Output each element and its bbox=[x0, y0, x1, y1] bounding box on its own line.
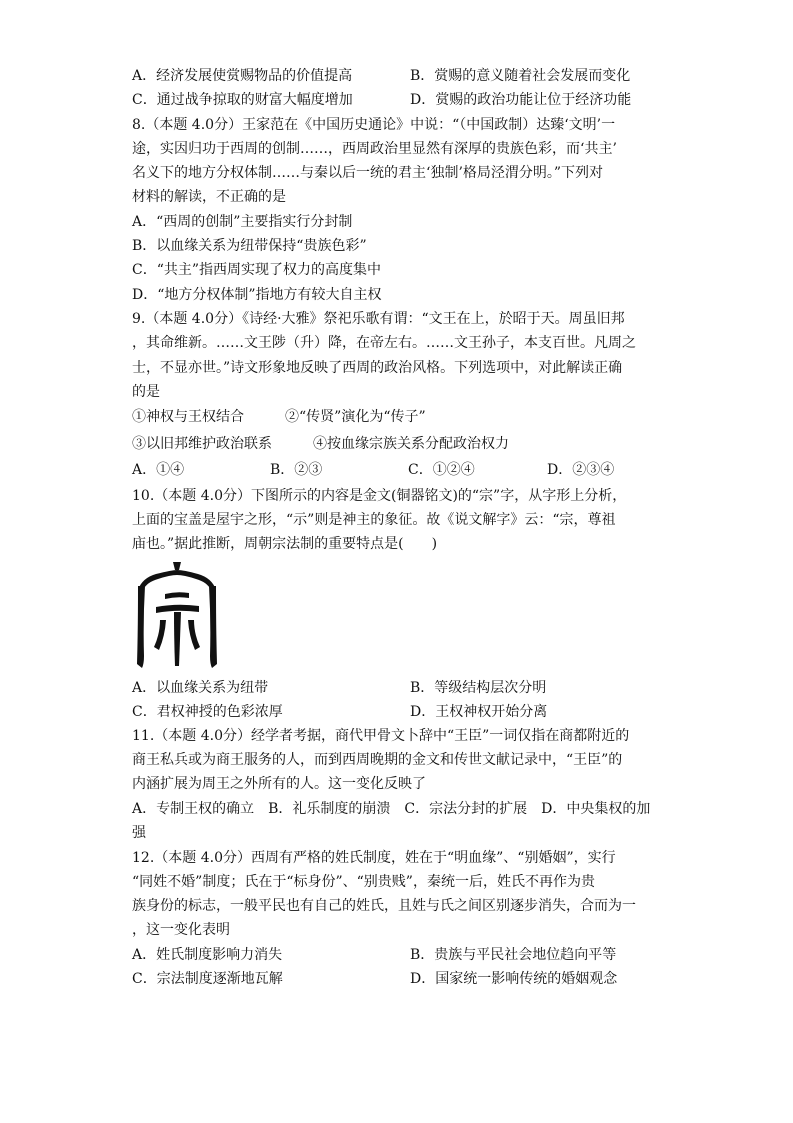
q10-option-a: A．以血缘关系为纽带 bbox=[132, 680, 269, 696]
q10-stem-line: 10.（本题 4.0分）下图所示的内容是金文(铜器铭文)的“宗”字，从字形上分析， bbox=[132, 488, 627, 504]
q9-stem-line: 士，不显亦世。”诗文形象地反映了西周的政治风格。下列选项中，对此解读正确 bbox=[132, 360, 623, 376]
q7-option-b: B．赏赐的意义随着社会发展而变化 bbox=[410, 68, 631, 84]
q10-option-b: B．等级结构层次分明 bbox=[410, 680, 547, 696]
q11-options-line: 强 bbox=[132, 825, 146, 841]
q9-stem-line: ，其命维新。……文王陟（升）降，在帝左右。……文王孙子，本支百世。凡周之 bbox=[132, 335, 636, 351]
q8-stem-line: 8.（本题 4.0分）王家范在《中国历史通论》中说：“（中国政制）达臻‘文明’一 bbox=[132, 117, 616, 133]
q12-stem-line: 12.（本题 4.0分）西周有严格的姓氏制度，姓在于“明血缘”、“别婚姻”，实行 bbox=[132, 850, 616, 866]
q11-stem-line: 商王私兵或为商王服务的人，而到西周晚期的金文和传世文献记录中，“王臣”的 bbox=[132, 752, 623, 768]
q11-stem-line: 内涵扩展为周王之外所有的人。这一变化反映了 bbox=[132, 776, 426, 792]
q9-item-3: ③以旧邦维护政治联系 bbox=[132, 436, 272, 452]
q8-option-d: D．“地方分权体制”指地方有较大自主权 bbox=[132, 287, 382, 303]
q8-stem-line: 材料的解读，不正确的是 bbox=[132, 189, 286, 205]
q9-option-b: B．②③ bbox=[270, 462, 323, 478]
q8-option-b: B．以血缘关系为纽带保持“贵族色彩” bbox=[132, 238, 367, 254]
q9-item-4: ④按血缘宗族关系分配政治权力 bbox=[313, 436, 509, 452]
q9-stem-line: 9.（本题 4.0分）《诗经·大雅》祭祀乐歌有谓：“文王在上，於昭于天。周虽旧邦 bbox=[132, 311, 625, 327]
q10-option-d: D．王权神权开始分离 bbox=[410, 704, 548, 720]
q11-stem-line: 11.（本题 4.0分）经学者考据，商代甲骨文卜辞中“王臣”一词仅指在商都附近的 bbox=[132, 728, 630, 744]
q9-item-1: ①神权与王权结合 bbox=[132, 409, 244, 425]
q8-option-c: C．“共主”指西周实现了权力的高度集中 bbox=[132, 262, 382, 278]
q12-stem-line: “同姓不婚”制度；氏在于“标身份”、“别贵贱”，秦统一后，姓氏不再作为贵 bbox=[132, 874, 595, 890]
q8-option-a: A．“西周的创制”主要指实行分封制 bbox=[132, 214, 353, 230]
q9-option-c: C．①②④ bbox=[408, 462, 475, 478]
q12-option-a: A．姓氏制度影响力消失 bbox=[132, 947, 283, 963]
q10-stem-line: 庙也。”据此推断，周朝宗法制的重要特点是( ) bbox=[132, 536, 438, 552]
q8-stem-line: 途，实因归功于西周的创制……，西周政治里显然有深厚的贵族色彩，而‘共主’ bbox=[132, 141, 617, 157]
q9-item-2: ②“传贤”演化为“传子” bbox=[285, 409, 426, 425]
q9-stem-line: 的是 bbox=[132, 384, 160, 400]
q12-option-b: B．贵族与平民社会地位趋向平等 bbox=[410, 947, 617, 963]
q8-stem-line: 名义下的地方分权体制……与秦以后一统的君主‘独制’格局泾渭分明。”下列对 bbox=[132, 165, 604, 181]
q7-option-a: A．经济发展使赏赐物品的价值提高 bbox=[132, 68, 353, 84]
q12-stem-line: ，这一变化表明 bbox=[132, 922, 230, 938]
zong-glyph-image bbox=[132, 560, 222, 670]
q10-stem-line: 上面的宝盖是屋宇之形，“示”则是神主的象征。故《说文解字》云：“宗，尊祖 bbox=[132, 512, 616, 528]
q11-options-line: A．专制王权的确立 B．礼乐制度的崩溃 C．宗法分封的扩展 D．中央集权的加 bbox=[132, 801, 651, 817]
q12-stem-line: 族身份的标志，一般平民也有自己的姓氏，且姓与氏之间区别逐步消失，合而为一 bbox=[132, 898, 636, 914]
q7-option-d: D．赏赐的政治功能让位于经济功能 bbox=[410, 92, 632, 108]
q9-option-a: A．①④ bbox=[132, 462, 185, 478]
q7-option-c: C．通过战争掠取的财富大幅度增加 bbox=[132, 92, 353, 108]
q9-option-d: D．②③④ bbox=[547, 462, 615, 478]
q12-option-d: D．国家统一影响传统的婚姻观念 bbox=[410, 971, 618, 987]
q12-option-c: C．宗法制度逐渐地瓦解 bbox=[132, 971, 283, 987]
q10-option-c: C．君权神授的色彩浓厚 bbox=[132, 704, 283, 720]
